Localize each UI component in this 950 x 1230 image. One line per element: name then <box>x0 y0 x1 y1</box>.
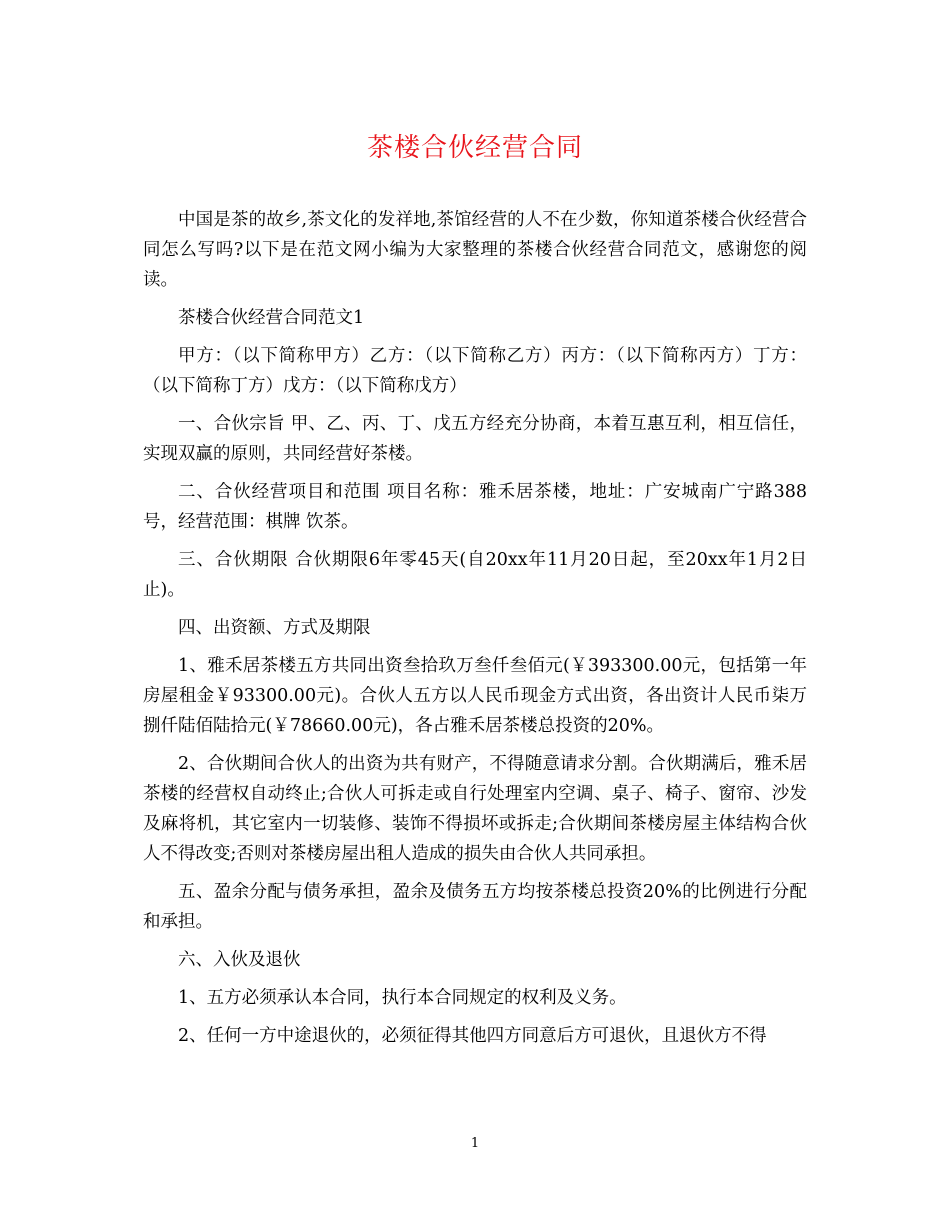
paragraph-purpose: 一、合伙宗旨 甲、乙、丙、丁、戊五方经充分协商，本着互惠互利，相互信任，实现双赢的原则，共同经营好茶楼。 <box>143 414 807 464</box>
paragraph-parties: 甲方：（以下简称甲方）乙方：（以下简称乙方）丙方：（以下简称丙方）丁方：（以下简称丁方）戊方：（以下简称戊方） <box>143 346 807 396</box>
paragraph-scope: 二、合伙经营项目和范围 项目名称：雅禾居茶楼，地址：广安城南广宁路388号，经营范围：棋牌 饮茶。 <box>143 482 807 532</box>
paragraph-intro: 中国是茶的故乡,茶文化的发祥地,茶馆经营的人不在少数，你知道茶楼合伙经营合同怎么写吗?以下是在范文网小编为大家整理的茶楼合伙经营合同范文，感谢您的阅读。 <box>143 210 807 290</box>
page-number: 1 <box>470 1136 480 1151</box>
paragraph-join-exit-1: 1、五方必须承认本合同，执行本合同规定的权利及义务。 <box>178 988 627 1008</box>
paragraph-join-exit-heading: 六、入伙及退伙 <box>178 950 301 970</box>
paragraph-profit-sharing: 五、盈余分配与债务承担，盈余及债务五方均按茶楼总投资20%的比例进行分配和承担。 <box>143 882 807 932</box>
document-body <box>143 205 807 1059</box>
paragraph-term: 三、合伙期限 合伙期限6年零45天(自20xx年11月20日起，至20xx年1月2日止)。 <box>143 550 807 600</box>
paragraph-sample-heading: 茶楼合伙经营合同范文1 <box>178 308 365 328</box>
paragraph-capital-2: 2、合伙期间合伙人的出资为共有财产，不得随意请求分割。合伙期满后，雅禾居茶楼的经营权自动终止;合伙人可拆走或自行处理室内空调、桌子、椅子、窗帘、沙发及麻将机，其它室内一切装修、装饰不得损坏或拆走;合伙期间茶楼房屋主体结构合伙人不得改变;否则对茶楼房屋出租人造成的损失由合伙人共同承担。 <box>143 754 807 864</box>
paragraph-join-exit-2: 2、任何一方中途退伙的，必须征得其他四方同意后方可退伙，且退伙方不得 <box>178 1026 767 1046</box>
document-title: 茶楼合伙经营合同 <box>366 133 583 163</box>
paragraph-capital-1: 1、雅禾居茶楼五方共同出资叁拾玖万叁仟叁佰元(￥393300.00元，包括第一年房屋租金￥93300.00元)。合伙人五方以人民币现金方式出资，各出资计人民币柒万捌仟陆佰陆拾元(￥78660.00元)，各占雅禾居茶楼总投资的20%。 <box>143 656 807 736</box>
paragraph-capital-heading: 四、出资额、方式及期限 <box>178 618 371 638</box>
